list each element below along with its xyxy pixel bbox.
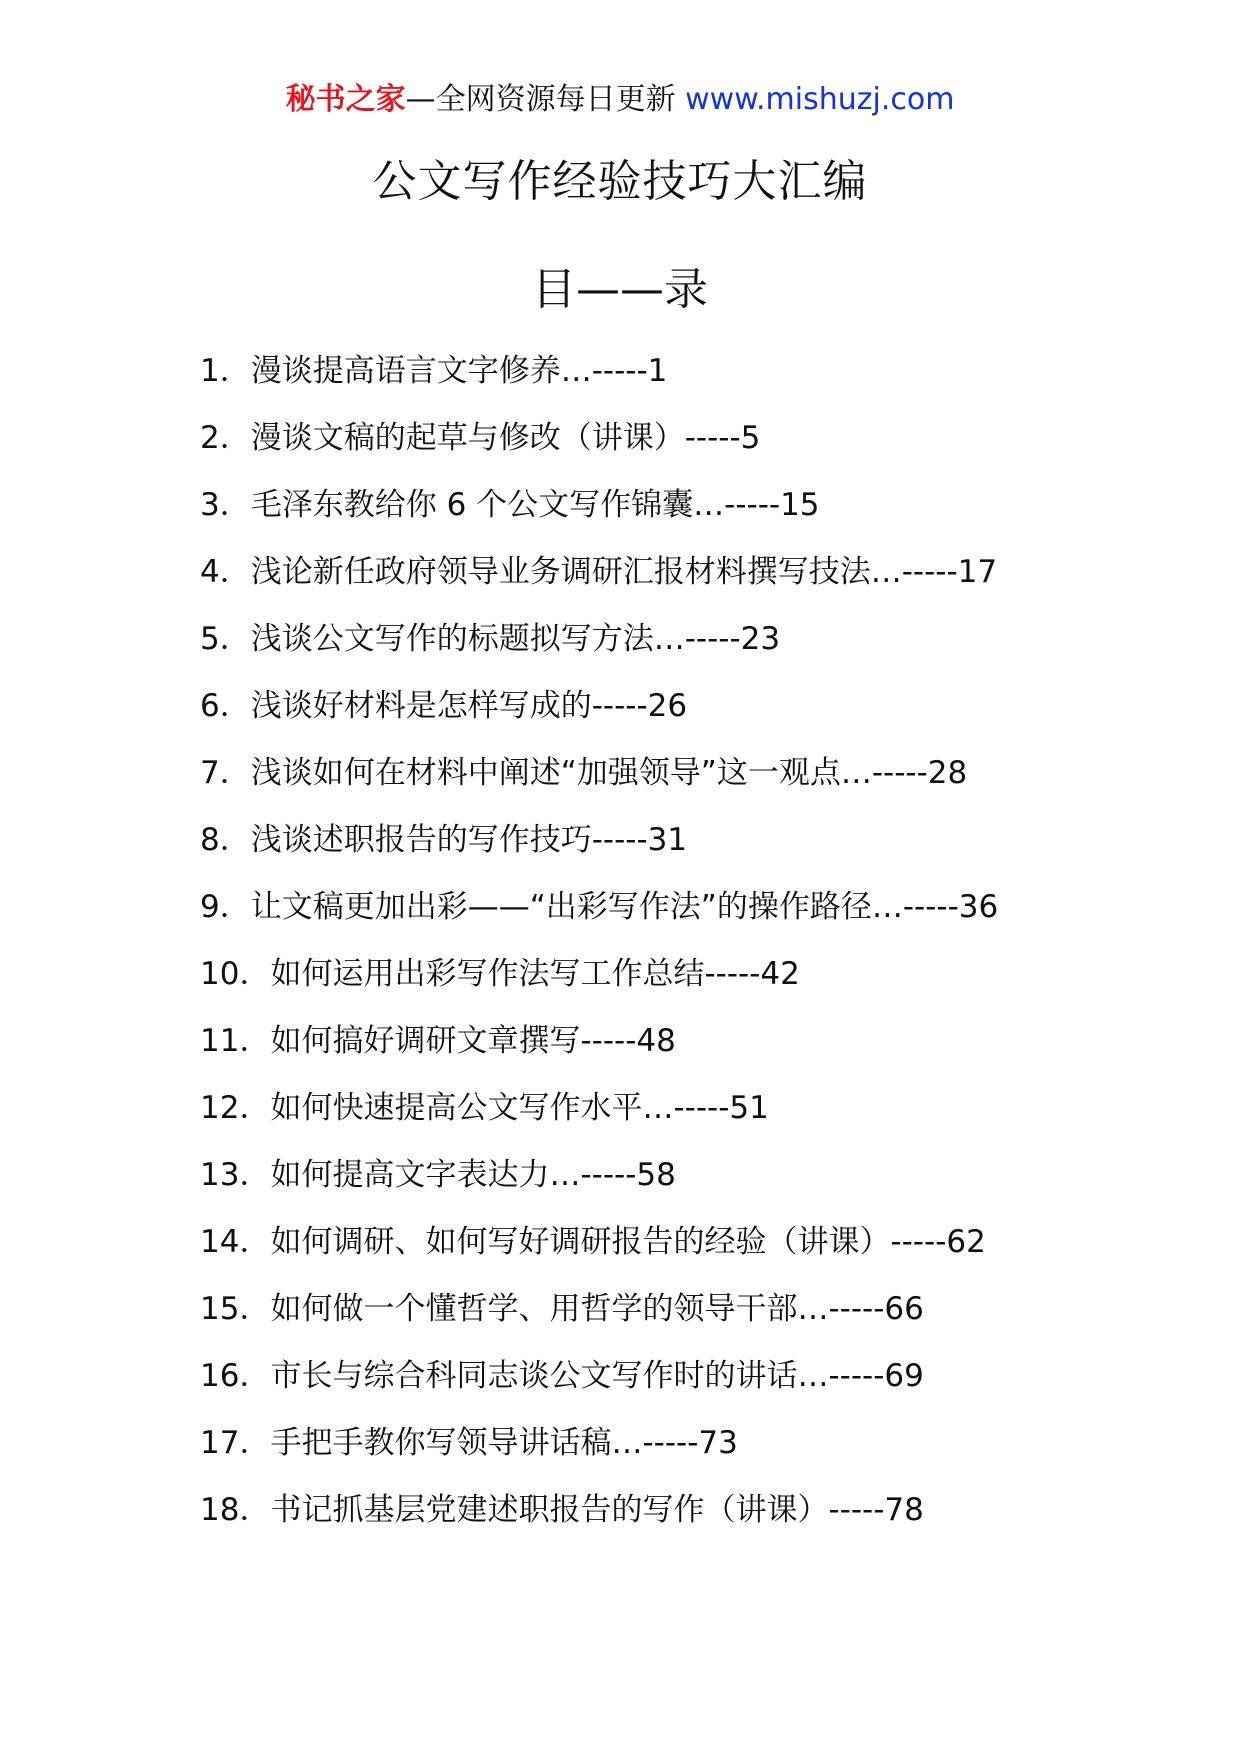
toc-item[interactable]: 3．毛泽东教给你 6 个公文写作锦囊…-----15 [200, 487, 820, 523]
site-url-link[interactable]: www.mishuzj.com [685, 82, 955, 117]
toc-item[interactable]: 2．漫谈文稿的起草与修改（讲课）-----5 [200, 420, 761, 456]
table-of-contents [200, 352, 1060, 1558]
toc-item[interactable]: 6．浅谈好材料是怎样写成的-----26 [200, 688, 688, 724]
toc-item[interactable]: 15．如何做一个懂哲学、用哲学的领导干部…-----66 [200, 1291, 924, 1327]
toc-item[interactable]: 16．市长与综合科同志谈公文写作时的讲话…-----69 [200, 1358, 924, 1394]
site-tagline: —全网资源每日更新 [405, 82, 676, 117]
toc-item[interactable]: 14．如何调研、如何写好调研报告的经验（讲课）-----62 [200, 1224, 986, 1260]
toc-item[interactable]: 13．如何提高文字表达力…-----58 [200, 1157, 676, 1193]
document-title: 公文写作经验技巧大汇编 [372, 156, 868, 207]
toc-item[interactable]: 17．手把手教你写领导讲话稿…-----73 [200, 1425, 738, 1461]
toc-item[interactable]: 9．让文稿更加出彩——“出彩写作法”的操作路径…-----36 [200, 889, 999, 925]
toc-item[interactable]: 8．浅谈述职报告的写作技巧-----31 [200, 822, 688, 858]
toc-item[interactable]: 1．漫谈提高语言文字修养…-----1 [200, 353, 668, 389]
toc-item[interactable]: 7．浅谈如何在材料中阐述“加强领导”这一观点…-----28 [200, 755, 968, 791]
toc-item[interactable]: 12．如何快速提高公文写作水平…-----51 [200, 1090, 769, 1126]
toc-item[interactable]: 4．浅论新任政府领导业务调研汇报材料撰写技法…-----17 [200, 554, 998, 590]
toc-heading: 目——录 [532, 264, 708, 315]
toc-item[interactable]: 5．浅谈公文写作的标题拟写方法…-----23 [200, 621, 781, 657]
site-header [0, 78, 1240, 122]
toc-item[interactable]: 18．书记抓基层党建述职报告的写作（讲课）-----78 [200, 1492, 924, 1528]
toc-item[interactable]: 10．如何运用出彩写作法写工作总结-----42 [200, 956, 800, 992]
toc-item[interactable]: 11．如何搞好调研文章撰写-----48 [200, 1023, 676, 1059]
site-brand: 秘书之家 [285, 82, 406, 117]
